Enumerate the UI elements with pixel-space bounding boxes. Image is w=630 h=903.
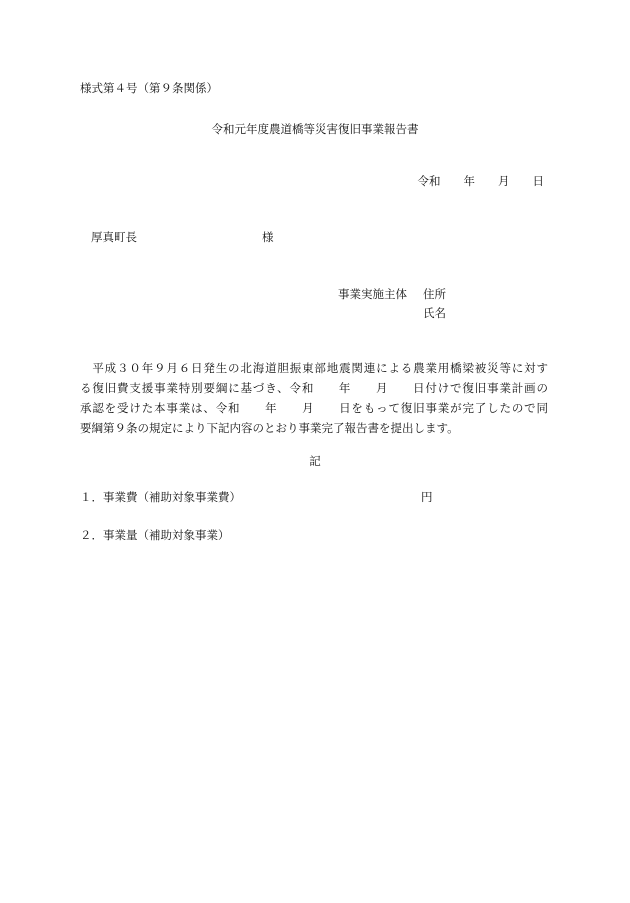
document-title: 令和元年度農道橋等災害復旧事業報告書 [211, 122, 419, 136]
body-line: 平成３０年９月６日発生の北海道胆振東部地震関連による農業用橋梁被災等に対す [80, 361, 548, 375]
body-paragraph [80, 358, 548, 438]
implementing-entity-label: 事業実施主体 [338, 287, 407, 301]
item-project-volume-label: ２．事業量（補助対象事業） [80, 528, 230, 542]
name-label: 氏名 [423, 306, 446, 320]
addressee-name: 厚真町長 [91, 230, 137, 244]
ki-heading: 記 [309, 454, 321, 468]
body-line: 承認を受けた本事業は、令和 年 月 日をもって復旧事業が完了したので同 [80, 401, 548, 415]
address-label: 住所 [423, 287, 446, 301]
item-project-cost-unit: 円 [421, 490, 433, 504]
item-project-cost-label: １．事業費（補助対象事業費） [80, 490, 241, 504]
body-line: る復旧費支援事業特別要綱に基づき、令和 年 月 日付けで復旧事業計画の [80, 381, 548, 395]
date-line: 令和 年 月 日 [417, 174, 544, 188]
form-number-label: 様式第４号（第９条関係） [80, 81, 218, 95]
addressee-honorific: 様 [262, 230, 274, 244]
body-line: 要綱第９条の規定により下記内容のとおり事業完了報告書を提出します。 [80, 421, 459, 435]
